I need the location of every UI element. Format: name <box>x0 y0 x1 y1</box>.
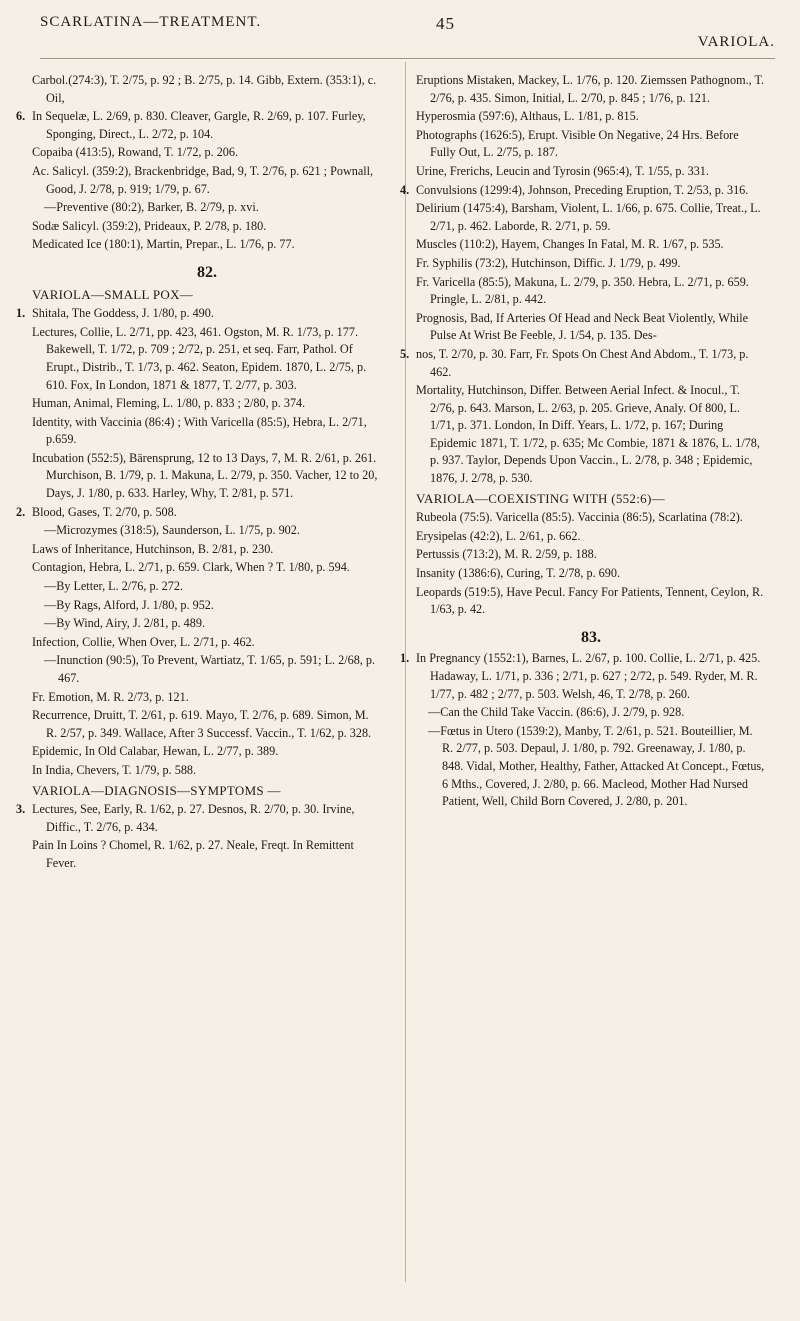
entry-text: In India, Chevers, T. 1/79, p. 588. <box>32 762 197 777</box>
entry-text: Eruptions Mistaken, Mackey, L. 1/76, p. 120. Ziemssen Pathognom., T. 2/76, p. 435. Simon, Initial, L. 2/70, p. 845 ; 1/76, p. 121. <box>416 73 765 105</box>
entry-text: Insanity (1386:6), Curing, T. 2/78, p. 690. <box>416 566 621 581</box>
running-head-right: VARIOLA. <box>697 34 775 50</box>
entry-text: Pertussis (713:2), M. R. 2/59, p. 188. <box>416 547 597 562</box>
entry-text: Fr. Syphilis (73:2), Hutchinson, Diffic. J. 1/79, p. 499. <box>416 255 681 270</box>
index-entry <box>32 597 382 615</box>
entry-text: —Preventive (80:2), Barker, B. 2/79, p. xvi. <box>44 200 259 215</box>
entry-text: Blood, Gases, T. 2/70, p. 508. <box>32 504 177 519</box>
entry-text: In Pregnancy (1552:1), Barnes, L. 2/67, p. 100. Collie, L. 2/71, p. 425. Hadaway, L. 1/71, p. 336 ; 2/71, p. 627 ; 2/72, p. 549. Ryder, M. R. 1/77, p. 482 ; 2/77, p. 503. Welsh, 46, T. 2/78, p. 260. <box>416 651 761 701</box>
entry-text: Photographs (1626:5), Erupt. Visible On Negative, 24 Hrs. Before Fully Out, L. 2/75, p. 187. <box>416 127 739 160</box>
margin-number: 1. <box>16 306 26 321</box>
index-entry <box>32 707 382 742</box>
index-entry <box>32 634 382 652</box>
index-entry <box>32 395 382 413</box>
index-entry <box>32 218 382 236</box>
header-rule <box>40 58 775 59</box>
entry-text: Sodæ Salicyl. (359:2), Prideaux, P. 2/78, p. 180. <box>32 218 267 233</box>
entry-text: Shitala, The Goddess, J. 1/80, p. 490. <box>32 306 214 321</box>
index-entry <box>416 236 766 254</box>
section-number: 83. <box>581 628 601 646</box>
index-entry <box>32 163 382 198</box>
index-entry <box>32 450 382 503</box>
entry-text: Delirium (1475:4), Barsham, Violent, L. 1/66, p. 675. Collie, Treat., L. 2/71, p. 462. Laborde, R. 2/71, p. 59. <box>416 201 761 233</box>
entry-text: —By Wind, Airy, J. 2/81, p. 489. <box>44 616 206 631</box>
entry-text: nos, T. 2/70, p. 30. Farr, Fr. Spots On Chest And Abdom., T. 1/73, p. 462. <box>416 346 749 379</box>
entry-text: Fr. Emotion, M. R. 2/73, p. 121. <box>32 689 189 704</box>
entry-text: Urine, Frerichs, Leucin and Tyrosin (965:4), T. 1/55, p. 331. <box>416 163 709 178</box>
index-entry <box>32 324 382 394</box>
index-entry <box>416 509 766 527</box>
index-entry <box>32 199 382 217</box>
entry-text: Mortality, Hutchinson, Differ. Between Aerial Infect. & Inocul., T. 2/76, p. 643. Marson, L. 2/63, p. 205. Grieve, Analy. Of 800, L. 1/71, p. 371. London, In Diff. Years, L. 1/72, p. 167; During Epidemic 1871, T. 1/72, p. 635; Mc Combie, 1871 & 1876, L. 1/78, p. 937. Taylor, Depends Upon Vaccin., L. 2/78, p. 348 ; Epidemic, 1876, J. 2/78, p. 530. <box>416 383 760 486</box>
section-number: 82. <box>197 263 217 281</box>
entry-text: Epidemic, In Old Calabar, Hewan, L. 2/77, p. 389. <box>32 744 279 759</box>
index-entry <box>416 546 766 564</box>
entry-text: Incubation (552:5), Bärensprung, 12 to 13 Days, 7, M. R. 2/61, p. 261. Murchison, B. 1/79, p. 1. Makuna, L. 2/79, p. 350. Vacher, 12 to 20, Days, J. 1/80, p. 633. Harley, Why, T. 2/81, p. 571. <box>32 450 378 501</box>
index-entry <box>32 72 382 107</box>
index-entry <box>416 72 766 107</box>
margin-number: 6. <box>16 109 26 124</box>
index-entry <box>416 310 766 345</box>
section-heading: VARIOLA—SMALL POX— <box>32 286 194 302</box>
index-entry <box>416 274 766 309</box>
entry-text: Ac. Salicyl. (359:2), Brackenbridge, Bad, 9, T. 2/76, p. 621 ; Pownall, Good, J. 2/78, p. 919; 1/79, p. 67. <box>32 163 374 196</box>
left-column <box>16 72 382 874</box>
entry-text: Lectures, See, Early, R. 1/62, p. 27. Desnos, R. 2/70, p. 30. Irvine, Diffic., T. 2/76, p. 434. <box>32 802 355 834</box>
index-entry <box>32 689 382 707</box>
index-entry <box>32 615 382 633</box>
column-divider <box>405 62 406 1282</box>
index-entry <box>400 346 766 381</box>
margin-number: 2. <box>16 504 26 519</box>
entry-text: Infection, Collie, When Over, L. 2/71, p. 462. <box>32 634 255 649</box>
index-entry <box>416 200 766 235</box>
entry-text: Medicated Ice (180:1), Martin, Prepar., L. 1/76, p. 77. <box>32 237 295 252</box>
entry-text: Rubeola (75:5). Varicella (85:5). Vaccinia (86:5), Scarlatina (78:2). <box>416 510 743 525</box>
entry-text: —Inunction (90:5), To Prevent, Wartiatz, T. 1/65, p. 591; L. 2/68, p. 467. <box>44 653 376 685</box>
index-entry <box>32 541 382 559</box>
index-entry <box>416 108 766 126</box>
entry-text: Copaiba (413:5), Rowand, T. 1/72, p. 206. <box>32 145 239 160</box>
entry-text: Recurrence, Druitt, T. 2/61, p. 619. Mayo, T. 2/76, p. 689. Simon, M. R. 2/57, p. 349. Wallace, After 3 Successf. Vaccin., T. 1/62, p. 328. <box>32 708 372 740</box>
entry-text: Pain In Loins ? Chomel, R. 1/62, p. 27. Neale, Freqt. In Remittent Fever. <box>32 838 354 870</box>
index-entry <box>32 144 382 162</box>
index-entry <box>32 578 382 596</box>
entry-text: In Sequelæ, L. 2/69, p. 830. Cleaver, Gargle, R. 2/69, p. 107. Furley, Sponging, Direct., L. 2/72, p. 104. <box>32 109 366 141</box>
index-entry <box>16 801 382 836</box>
index-entry <box>416 127 766 162</box>
index-entry <box>32 652 382 687</box>
index-entry <box>416 382 766 488</box>
section-heading: VARIOLA—COEXISTING WITH (552:6)— <box>416 490 665 506</box>
index-entry <box>400 182 766 200</box>
entry-text: Laws of Inheritance, Hutchinson, B. 2/81, p. 230. <box>32 541 274 556</box>
entry-text: Contagion, Hebra, L. 2/71, p. 659. Clark, When ? T. 1/80, p. 594. <box>32 560 350 575</box>
index-entry <box>416 704 766 722</box>
index-entry <box>32 559 382 577</box>
index-entry <box>416 528 766 546</box>
margin-number: 1. <box>400 651 410 666</box>
index-entry <box>32 837 382 872</box>
entry-text: Lectures, Collie, L. 2/71, pp. 423, 461. Ogston, M. R. 1/73, p. 177. Bakewell, T. 1/72, p. 709 ; 2/72, p. 251, et seq. Farr, Pathol. Of Erupt., Distrib., T. 1/73, p. 462. Seaton, Epidem. 1870, L. 2/75, p. 610. Fox, In London, 1871 & 1877, T. 2/77, p. 303. <box>32 324 367 392</box>
entry-text: Hyperosmia (597:6), Althaus, L. 1/81, p. 815. <box>416 109 639 124</box>
index-entry <box>32 414 382 449</box>
entry-text: —Microzymes (318:5), Saunderson, L. 1/75, p. 902. <box>44 523 300 538</box>
index-entry <box>32 743 382 761</box>
margin-number: 5. <box>400 346 410 361</box>
entry-text: Identity, with Vaccinia (86:4) ; With Varicella (85:5), Hebra, L. 2/71, p.659. <box>32 414 367 447</box>
index-entry <box>416 163 766 181</box>
margin-number: 3. <box>16 802 26 817</box>
index-entry <box>416 584 766 619</box>
entry-text: Human, Animal, Fleming, L. 1/80, p. 833 ; 2/80, p. 374. <box>32 396 306 411</box>
entry-text: Erysipelas (42:2), L. 2/61, p. 662. <box>416 528 581 543</box>
page-number: 45 <box>436 14 455 33</box>
running-head <box>40 12 775 50</box>
entry-text: —Can the Child Take Vaccin. (86:6), J. 2/79, p. 928. <box>428 705 685 720</box>
running-head-left: SCARLATINA—TREATMENT. <box>40 14 262 30</box>
entry-text: Prognosis, Bad, If Arteries Of Head and Neck Beat Violently, While Pulse At Wrist Be Feeble, J. 1/54, p. 135. Des- <box>416 310 749 343</box>
index-entry <box>400 650 766 703</box>
entry-text: Carbol.(274:3), T. 2/75, p. 92 ; B. 2/75, p. 14. Gibb, Extern. (353:1), c. Oil, <box>32 73 377 105</box>
margin-number: 4. <box>400 182 410 197</box>
index-entry <box>32 236 382 254</box>
index-entry <box>16 305 382 323</box>
entry-text: Fr. Varicella (85:5), Makuna, L. 2/79, p. 350. Hebra, L. 2/71, p. 659. Pringle, L. 2/81, p. 442. <box>416 274 749 307</box>
entry-text: —Fœtus in Utero (1539:2), Manby, T. 2/61, p. 521. Bouteillier, M. R. 2/77, p. 503. Depaul, J. 1/80, p. 792. Greenaway, J. 1/80, p. 848. Vidal, Mother, Healthy, Father, Attacked At Concept., Fœtus, 6 Mths., Covered, J. 2/80, p. 66. Macleod, Mother Had Nursed Patient, Well, Child Born Covered, J. 2/80, p. 201. <box>428 723 765 809</box>
index-entry <box>416 255 766 273</box>
index-entry <box>416 723 766 811</box>
index-entry <box>16 108 382 143</box>
entry-text: Muscles (110:2), Hayem, Changes In Fatal, M. R. 1/67, p. 535. <box>416 237 724 252</box>
section-heading: VARIOLA—DIAGNOSIS—SYMPTOMS — <box>32 782 281 798</box>
index-entry <box>16 504 382 522</box>
entry-text: —By Letter, L. 2/76, p. 272. <box>44 579 183 594</box>
index-entry <box>32 762 382 780</box>
right-column <box>400 72 766 812</box>
index-entry <box>416 565 766 583</box>
entry-text: —By Rags, Alford, J. 1/80, p. 952. <box>44 597 214 612</box>
index-entry <box>32 522 382 540</box>
entry-text: Leopards (519:5), Have Pecul. Fancy For Patients, Tennent, Ceylon, R. 1/63, p. 42. <box>416 584 764 617</box>
entry-text: Convulsions (1299:4), Johnson, Preceding Eruption, T. 2/53, p. 316. <box>416 182 749 197</box>
